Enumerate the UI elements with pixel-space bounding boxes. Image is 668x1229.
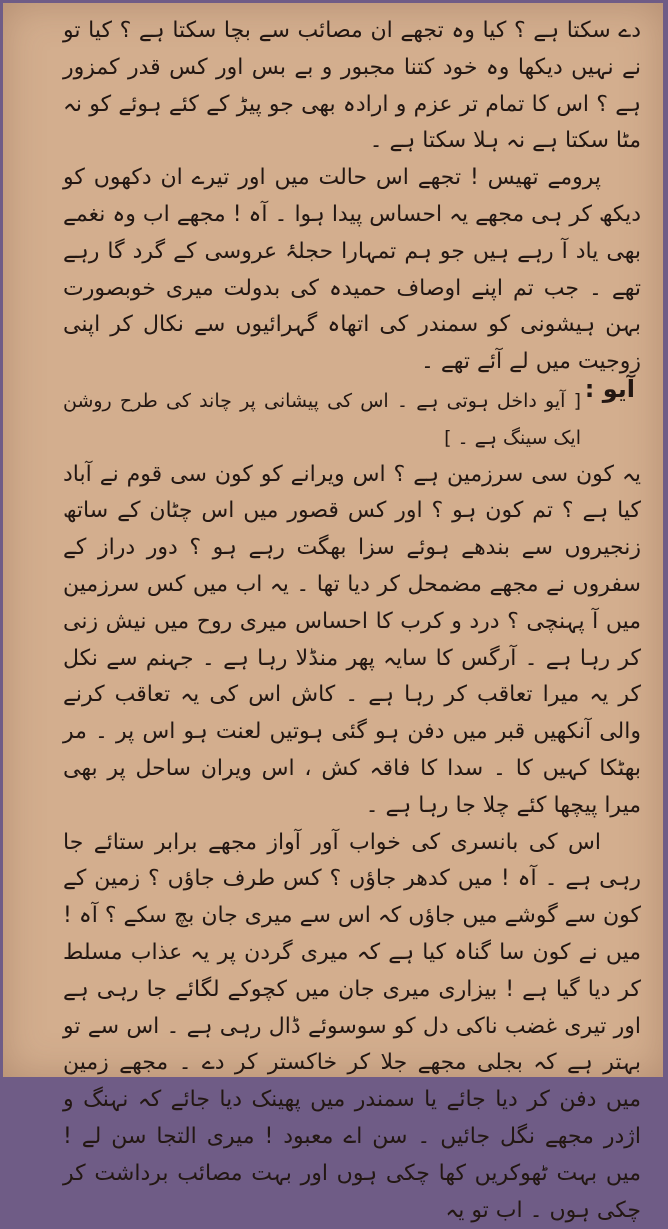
speaker-label: آیو : [584,375,635,403]
page-text [63,13,641,1229]
paragraph-1: دے سکتا ہے ؟ کیا وہ تجھے ان مصائب سے بچا سکتا ہے ؟ کیا تو نے نہیں دیکھا وہ خود کتنا مجبور و بے بس اور کس قدر کمزور ہے ؟ اس کا تمام تر عزم و ارادہ بھی جو پیڑ کے کئے ہوئے کو نہ مٹا سکتا ہے نہ ہلا سکتا ہے ۔ [63,18,641,154]
ayo-paragraph-1: یہ کون سی سرزمین ہے ؟ اس ویرانے کو کون سی قوم نے آباد کیا ہے ؟ تم کون ہو ؟ اور کس قصور میں اس چٹان کے ساتھ زنجیروں سے بندھے ہوئے سزا بھگت رہے ہو ؟ دور دراز کے سفروں نے مجھے مضمحل کر دیا تھا ۔ یہ اب میں کس سرزمین میں آ پہنچی ؟ درد و کرب کا احساس میری روح میں نیش زنی کر رہا ہے ۔ آرگس کا سایہ پھر منڈلا رہا ہے ۔ جہنم سے نکل کر یہ میرا تعاقب کر رہا ہے ۔ کاش اس کی یہ تعاقب کرنے والی آنکھیں قبر میں دفن ہو گئی ہوتیں لعنت ہو اس پر ۔ مر بھٹکا کہیں کا ۔ سدا کا فاقہ کش ، اس ویران ساحل پر بھی میرا پیچھا کئے چلا جا رہا ہے ۔ [63,461,641,818]
ayo-paragraph-2: اس کی بانسری کی خواب آور آواز مجھے برابر ستائے جا رہی ہے ۔ آہ ! میں کدھر جاؤں ؟ کس طرف جاؤں ؟ زمین کے کون سے گوشے میں جاؤں کہ اس سے میری جان بچ سکے ؟ آہ ! میں نے کون سا گناہ کیا ہے کہ میری گردن پر یہ عذاب مسلط کر دیا گیا ہے ! بیزاری میری جان میں کچوکے لگائے جا رہی ہے اور تیری غضب ناکی دل کو سوسوئے ڈال رہی ہے ۔ اس سے تو بہتر ہے کہ بجلی مجھے جلا کر خاکستر کر دے ۔ مجھے زمین میں دفن کر دیا جائے یا سمندر میں پھینک دیا جائے کہ نہنگ و اژدر مجھے نگل جائیں ۔ سن اے معبود ! میری التجا سن لے ! میں بہت ٹھوکریں کھا چکی ہوں اور بہت مصائب برداشت کر چکی ہوں ۔ اب تو یہ [63,829,641,1223]
book-page [3,3,663,1223]
ayo-speech [63,457,641,1229]
stage-direction: [ آیو داخل ہوتی ہے ۔ اس کی پیشانی پر چاند کی طرح روشن ایک سینگ ہے ۔ ] [63,389,581,449]
paragraph-2: پرومے تھیس ! تجھے اس حالت میں اور تیرے ان دکھوں کو دیکھ کر ہی مجھے یہ احساس پیدا ہوا ۔ آہ ! مجھے اب وہ نغمے بھی یاد آ رہے ہیں جو ہم تمہارا حجلۂ عروسی کے گرد گا رہے تھے ۔ جب تم اپنے اوصاف حمیدہ کی بدولت میری خوبصورت بہن ہیشونی کو سمندر کی اتھاہ گہرائیوں سے نکال کر اپنی زوجیت میں لے آئے تھے ۔ [63,165,641,375]
